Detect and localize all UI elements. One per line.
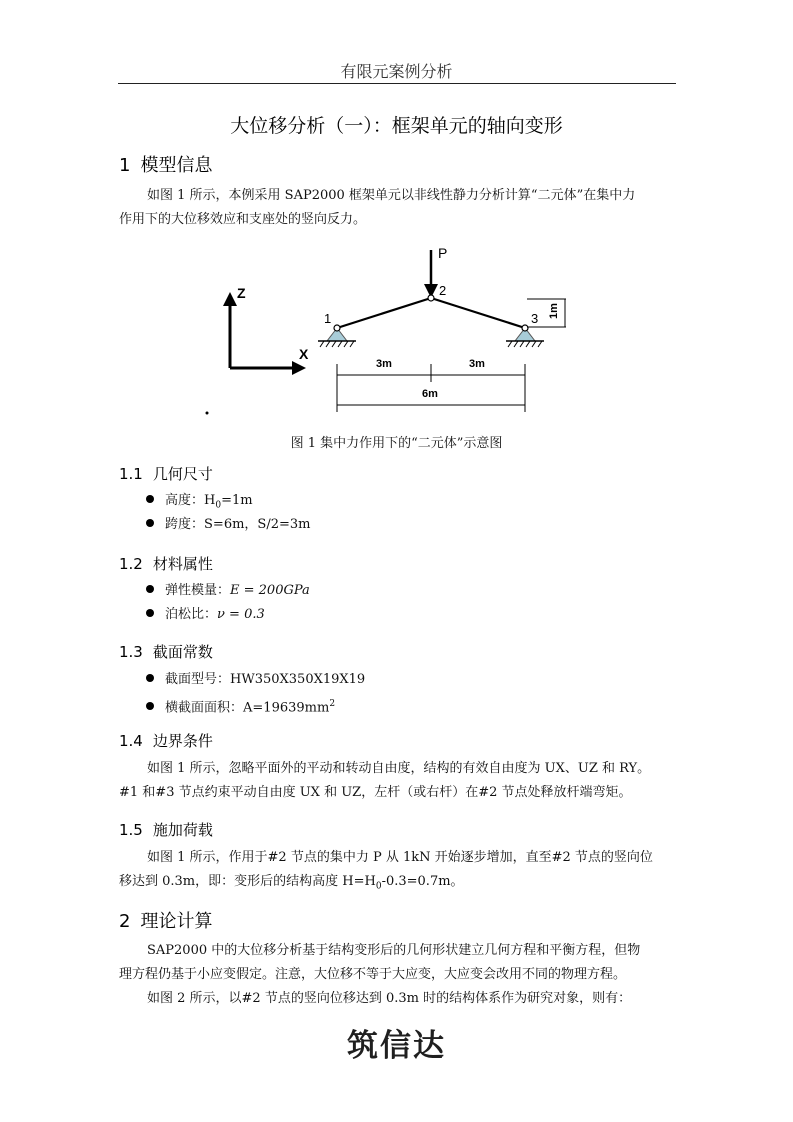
section-1-5-heading — [119, 819, 213, 840]
header-rule — [118, 83, 676, 84]
item-superscript: 2 — [329, 699, 336, 709]
section-number: 1.2 — [119, 555, 143, 573]
paragraph-line: 如图 1 所示，作用于#2 节点的集中力 P 从 1kN 开始逐步增加，直至#2 节点的竖向位 — [147, 850, 653, 865]
load-label: P — [438, 245, 448, 261]
z-axis-label: Z — [237, 285, 246, 301]
section-1-paragraph — [119, 184, 679, 232]
list-item — [146, 513, 310, 537]
paragraph-line: 理方程仍基于小应变假定。注意，大位移不等于大应变，大应变会改用不同的物理方程。 — [119, 967, 627, 982]
item-value: E = 200GPa — [230, 583, 310, 598]
x-axis-label: X — [299, 346, 309, 362]
header-title: 有限元案例分析 — [340, 62, 453, 81]
section-2-heading — [119, 907, 212, 933]
item-label: 横截面面积： — [165, 700, 244, 716]
paragraph-line — [119, 870, 679, 899]
item-value: ν = 0.3 — [217, 607, 265, 622]
paragraph-line: SAP2000 中的大位移分析基于结构变形后的几何形状建立几何方程和平衡方程，但物 — [147, 943, 641, 958]
section-title: 边界条件 — [152, 732, 213, 750]
item-value: A=19639mm — [243, 700, 330, 716]
span-total-label: 6m — [422, 388, 438, 400]
bullet-icon — [146, 702, 154, 710]
list-item — [146, 489, 310, 513]
bullet-icon — [146, 609, 154, 617]
item-value: HW350X350X19X19 — [230, 672, 366, 687]
figure-1-caption: 图 1 集中力作用下的“二元体”示意图 — [290, 436, 503, 451]
section-2-paragraph — [119, 939, 679, 1011]
section-number: 1.5 — [119, 821, 143, 839]
item-value: S=6m，S/2=3m — [204, 517, 311, 532]
node-3-label: 3 — [531, 311, 539, 326]
section-1-heading — [119, 151, 212, 177]
section-number: 2 — [119, 911, 131, 932]
item-label: 弹性模量： — [165, 583, 231, 598]
section-1-5-paragraph — [119, 846, 679, 899]
material-list — [146, 579, 310, 627]
section-title: 模型信息 — [140, 155, 213, 176]
paragraph-line: 如图 1 所示，本例采用 SAP2000 框架单元以非线性静力分析计算“二元体”在集中力 — [147, 188, 636, 203]
section-number: 1.1 — [119, 465, 143, 483]
section-properties-list — [146, 668, 365, 716]
paragraph-text: -0.3=0.7m。 — [381, 874, 464, 889]
span-right-label: 3m — [469, 358, 485, 370]
list-item — [146, 692, 365, 716]
left-member — [337, 298, 431, 328]
bullet-icon — [146, 495, 154, 503]
section-1-2-heading — [119, 553, 213, 574]
paragraph-subscript: 0 — [375, 881, 382, 892]
section-title: 施加荷载 — [152, 821, 213, 839]
section-number: 1.4 — [119, 732, 143, 750]
section-number: 1.3 — [119, 643, 143, 661]
item-label: 高度： — [165, 493, 205, 508]
item-label: 泊松比： — [165, 607, 218, 622]
section-1-4-heading — [119, 730, 213, 751]
section-1-4-paragraph — [119, 757, 679, 805]
section-1-1-heading — [119, 463, 213, 484]
paragraph-text: 移达到 0.3m，即：变形后的结构高度 H=H — [119, 874, 376, 889]
list-item — [146, 579, 310, 603]
item-label: 跨度： — [165, 517, 205, 532]
document-title: 大位移分析（一）：框架单元的轴向变形 — [230, 115, 563, 137]
bullet-icon — [146, 585, 154, 593]
paragraph-line: #1 和#3 节点约束平动自由度 UX 和 UZ，左杆（或右杆）在#2 节点处释放杆端弯矩。 — [119, 785, 632, 800]
company-logo: 筑信达 — [347, 1028, 446, 1064]
node-1-label: 1 — [324, 311, 332, 326]
axis-arrows — [206, 292, 307, 415]
list-item — [146, 603, 310, 627]
paragraph-line: 如图 1 所示，忽略平面外的平动和转动自由度，结构的有效自由度为 UX、UZ 和 RY。 — [147, 761, 651, 776]
node-3 — [522, 325, 528, 331]
item-subscript: 0 — [215, 500, 222, 511]
section-title: 几何尺寸 — [152, 465, 213, 483]
right-member — [431, 298, 525, 328]
paragraph-line: 作用下的大位移效应和支座处的竖向反力。 — [119, 212, 367, 227]
section-title: 截面常数 — [152, 643, 213, 661]
section-title: 理论计算 — [140, 911, 213, 932]
section-title: 材料属性 — [152, 555, 213, 573]
item-value-rest: =1m — [221, 493, 253, 508]
height-dimension-label: 1m — [548, 303, 560, 319]
list-item — [146, 668, 365, 692]
frame-diagram — [196, 240, 566, 420]
section-1-3-heading — [119, 641, 213, 662]
item-value: H — [204, 493, 216, 508]
bullet-icon — [146, 519, 154, 527]
bullet-icon — [146, 674, 154, 682]
node-2-label: 2 — [439, 283, 447, 298]
node-2 — [428, 295, 434, 301]
paragraph-line: 如图 2 所示，以#2 节点的竖向位移达到 0.3m 时的结构体系作为研究对象，则有： — [147, 991, 632, 1006]
item-label: 截面型号： — [165, 672, 231, 687]
node-1 — [334, 325, 340, 331]
span-left-label: 3m — [376, 358, 392, 370]
section-number: 1 — [119, 155, 131, 176]
geometry-list — [146, 489, 310, 537]
